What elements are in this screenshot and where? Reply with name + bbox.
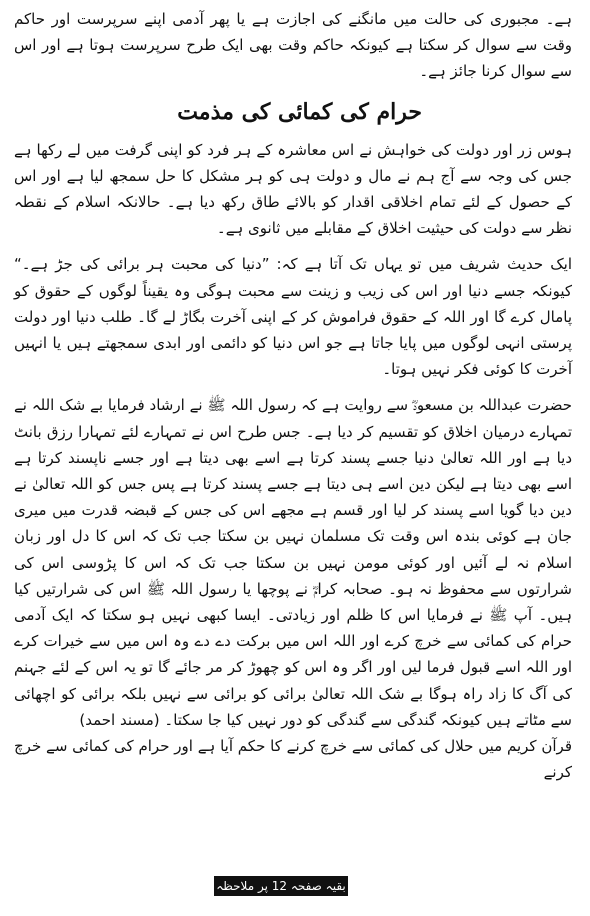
intro-paragraph: ہے۔ مجبوری کی حالت میں مانگنے کی اجازت ہے یا پھر آدمی اپنے سرپرست اور حاکم وقت سے سوال کر سکتا ہے کیونکہ حاکم وقت بھی ایک طرح سرپرست ہوتا ہے اور اس سے سوال کرنا جائز ہے۔ — [14, 10, 572, 81]
body-paragraph-2: ایک حدیث شریف میں تو یہاں تک آتا ہے کہ: ”دنیا کی محبت ہر برائی کی جڑ ہے۔“ کیونکہ جسے دنیا اور اس کی زیب و زینت سے محبت ہوگی وہ یقیناً لوگوں کے حقوق کو پامال کرے گا اور اللہ کے حقوق فراموش کر کے اپنی آخرت بگاڑ لے گا۔ طلب دنیا اور دولت پرستی انہی لوگوں میں پایا جاتا ہے جو اس دنیا کو دائمی اور ابدی سمجھتے ہیں یا انہیں آخرت کا کوئی فکر نہیں ہوتا۔ — [14, 255, 572, 379]
continued-on-page-label: بقیہ صفحہ 12 پر ملاحظہ کریں — [214, 876, 348, 896]
section-heading: حرام کی کمائی کی مذمت — [177, 98, 422, 125]
body-paragraph-1: ہوس زر اور دولت کی خواہش نے اس معاشرہ کے ہر فرد کو اپنی گرفت میں لے رکھا ہے جس کی وجہ سے آج ہم نے مال و دولت ہی کو ہر مشکل کا حل سمجھ لیا ہے اور اس کے حصول کے لئے تمام اخلاقی اقدار کو بالائے طاق رکھ دیا ہے۔ حالانکہ اسلام کے نقطہ نظر سے دولت کی حیثیت اخلاق کے مقابلے میں ثانوی ہے۔ — [14, 140, 572, 238]
body-paragraph-4: قرآن کریم میں حلال کی کمائی سے خرچ کرنے کا حکم آیا ہے اور حرام کی کمائی سے خرچ کرنے — [14, 737, 572, 782]
body-paragraph-3: حضرت عبداللہ بن مسعودؓ سے روایت ہے کہ رسول اللہ ﷺ نے ارشاد فرمایا بے شک اللہ نے تمہارے درمیان اخلاق کو تقسیم کر دیا ہے۔ جس طرح اس نے تمہارے لئے تمہارا رزق بانٹ دیا ہے اور اللہ تعالیٰ دنیا جسے پسند کرتا ہے اسے بھی دیتا ہے اور جسے ناپسند کرتا ہے اسے بھی دیتا ہے لیکن دین اسے ہی دیتا ہے جسے پسند کرتا ہے پس جس کو اللہ تعالیٰ نے دین دیا گویا اسے پسند کر لیا اور قسم ہے مجھے اس کی جس کے قبضہ قدرت میں میری جان ہے کوئی بندہ اس وقت تک مسلمان نہیں بن سکتا جب تک کہ اس کا دل اور زبان اسلام نہ لے آئیں اور کوئی مومن نہیں بن سکتا جب تک کہ اس کا پڑوسی اس کی شرارتوں سے محفوظ نہ ہو۔ صحابہ کرامؓ نے پوچھا یا رسول اللہ ﷺ اس کی شرارتیں کیا ہیں۔ آپ ﷺ نے فرمایا اس کا ظلم اور زیادتی۔ ایسا کبھی نہیں ہو سکتا کہ ایک آدمی حرام کی کمائی سے خرچ کرے اور اللہ اس میں برکت دے دے وہ اس میں سے خیرات کرے اور اللہ اسے قبول فرما لیں اور اگر وہ اس کو چھوڑ کر مر جائے گا تو یہ اس کے لئے جہنم کی آگ کا زاد راہ ہوگا بے شک اللہ تعالیٰ برائی کو برائی سے نہیں بلکہ برائی کو اچھائی سے مٹاتے ہیں کیونکہ گندگی سے گندگی کو دور نہیں کیا جا سکتا۔ (مسند احمد) — [14, 396, 572, 729]
